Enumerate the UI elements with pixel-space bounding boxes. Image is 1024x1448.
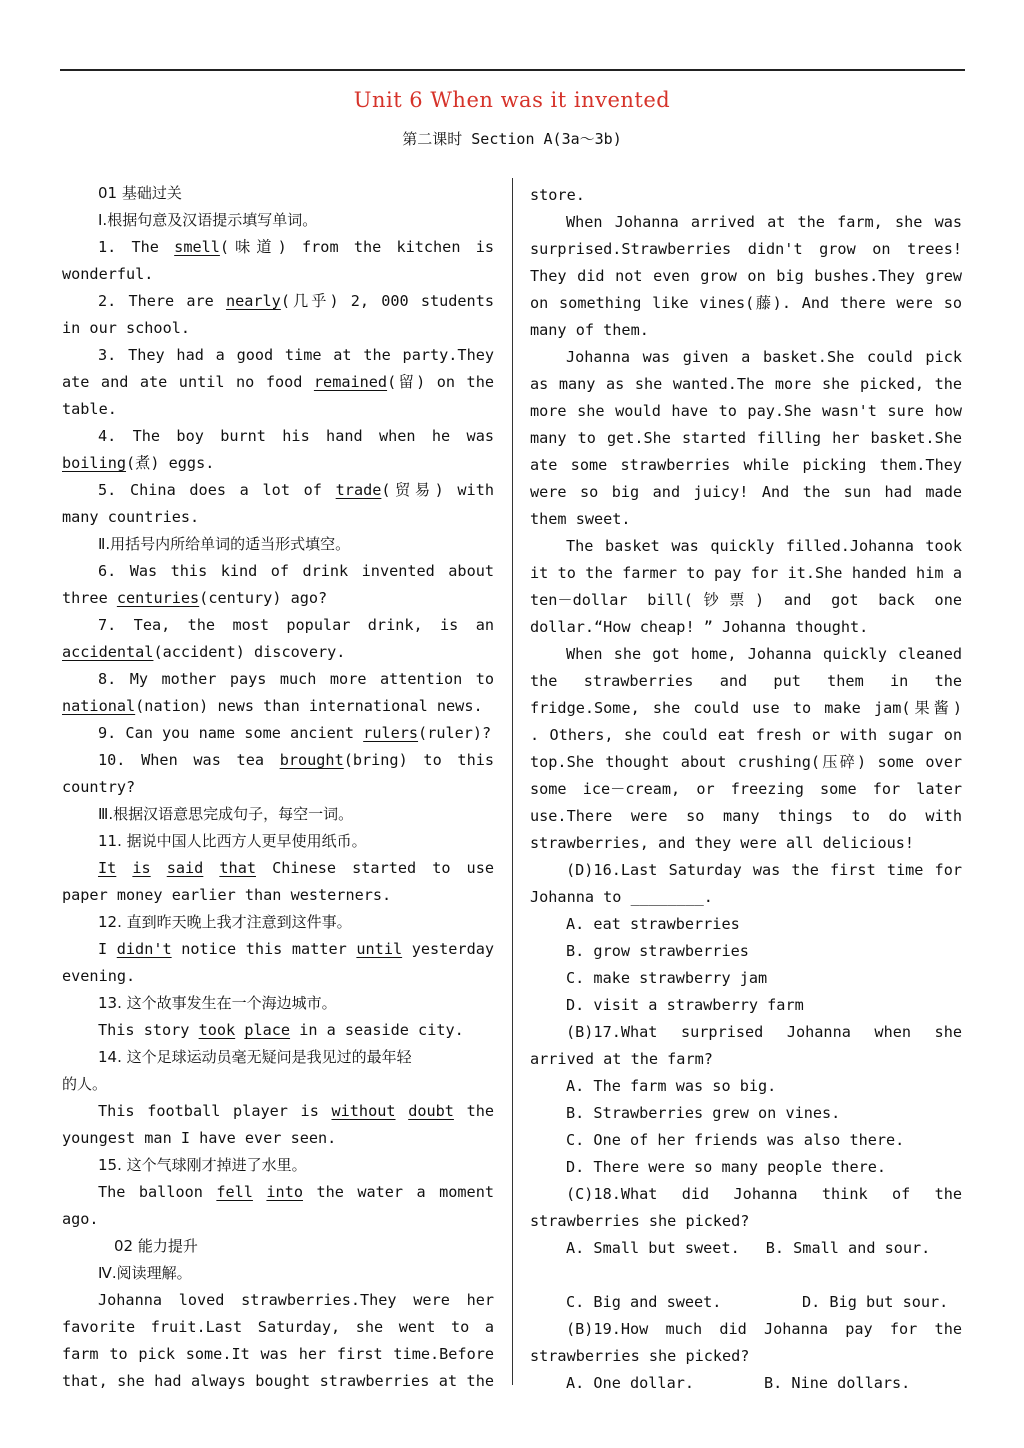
question-16: (D)16.Last Saturday was the first time for — [566, 861, 962, 879]
reading-line: ten－dollar bill(钞票) and got back one — [530, 591, 962, 609]
answer-blank: without — [331, 1102, 396, 1120]
reading-line: many of them. — [530, 321, 649, 339]
question-12-chinese: 12. 直到昨天晚上我才注意到这件事。 — [98, 913, 352, 931]
answer-blank: place — [244, 1021, 291, 1039]
question-12-answer: I didn't notice this matter until yesterday — [98, 940, 495, 958]
question-13-chinese: 13. 这个故事发生在一个海边城市。 — [98, 994, 337, 1012]
option-a: A. The farm was so big. — [566, 1077, 777, 1095]
option-b: B. Strawberries grew on vines. — [566, 1104, 841, 1122]
answer-blank: accidental — [62, 643, 154, 661]
question-3-cont: ate and ate until no food remained(留) on the — [62, 373, 494, 391]
page-title: Unit 6 When was it invented — [353, 88, 671, 112]
options-ab — [530, 1235, 962, 1262]
answer-blank: into — [266, 1183, 303, 1201]
question-10-cont: country? — [62, 778, 136, 796]
reading-line: many to get.She started filling her basket.She — [530, 429, 962, 447]
reading-line: as many as she wanted.The more she picked, the — [530, 375, 962, 393]
option-c: C. Big and sweet. — [566, 1293, 722, 1311]
reading-line: farm to pick some.It was her first time.Before — [62, 1345, 494, 1363]
answer-blank: trade — [335, 481, 382, 499]
answer-blank: smell — [174, 238, 220, 256]
reading-line: The basket was quickly filled.Johanna took — [566, 537, 962, 555]
question-14-cont: youngest man I have ever seen. — [62, 1129, 337, 1147]
question-19-cont: strawberries she picked? — [530, 1347, 750, 1365]
option-d: D. Big but sour. — [802, 1293, 949, 1311]
question-1: 1. The smell(味道) from the kitchen is — [98, 238, 494, 256]
question-19: (B)19.How much did Johanna pay for the — [566, 1320, 962, 1338]
answer-blank: rulers — [363, 724, 419, 742]
option-d: D. There were so many people there. — [566, 1158, 887, 1176]
question-11-chinese: 11. 据说中国人比西方人更早使用纸币。 — [98, 832, 367, 850]
answer-blank: national — [62, 697, 136, 715]
reading-line: fridge.Some, she could use to make jam(果酱) — [530, 699, 962, 717]
reading-line: Johanna was given a basket.She could pick — [566, 348, 962, 366]
question-5: 5. China does a lot of trade(贸易) with — [98, 481, 494, 499]
question-11-cont: paper money earlier than westerners. — [62, 886, 392, 904]
option-c: C. make strawberry jam — [566, 969, 768, 987]
reading-line: it to the farmer to pay for it.She handed him a — [530, 564, 962, 582]
reading-line: surprised.Strawberries didn't grow on trees! — [530, 240, 962, 258]
question-18-cont: strawberries she picked? — [530, 1212, 750, 1230]
answer-blank: nearly — [225, 292, 281, 310]
question-6: 6. Was this kind of drink invented about — [98, 562, 494, 580]
part-4-heading: Ⅳ.阅读理解。 — [98, 1264, 192, 1282]
question-8: 8. My mother pays much more attention to — [98, 670, 494, 688]
blank-line — [530, 1262, 962, 1289]
question-17-cont: arrived at the farm? — [530, 1050, 713, 1068]
question-2-cont: in our school. — [62, 319, 191, 337]
answer-blank: until — [356, 940, 403, 958]
question-4-cont: boiling(煮) eggs. — [62, 454, 215, 472]
question-10: 10. When was tea brought(bring) to this — [98, 751, 494, 769]
question-11-answer: It is said that Chinese started to use — [98, 859, 494, 877]
answer-blank: didn't — [116, 940, 172, 958]
option-d: D. visit a strawberry farm — [566, 996, 804, 1014]
question-1-cont: wonderful. — [62, 265, 154, 283]
question-15-cont: ago. — [62, 1210, 99, 1228]
question-15-chinese: 15. 这个气球刚才掉进了水里。 — [98, 1156, 307, 1174]
reading-line: ate some strawberries while picking them.They — [530, 456, 962, 474]
reading-line: them sweet. — [530, 510, 631, 528]
question-15-answer: The balloon fell into the water a moment — [98, 1183, 494, 1201]
reading-line: top.She thought about crushing(压碎) some over — [530, 753, 962, 771]
reading-line: the strawberries and put them in the — [530, 672, 962, 690]
answer-blank: said — [166, 859, 204, 877]
question-7: 7. Tea, the most popular drink, is an — [98, 616, 494, 634]
reading-line: more she would have to pay.She wasn't sure how — [530, 402, 962, 420]
reading-line: store. — [530, 186, 585, 204]
question-13-answer: This story took place in a seaside city. — [98, 1021, 464, 1039]
option-b: B. grow strawberries — [566, 942, 749, 960]
right-column — [530, 182, 962, 1397]
question-3: 3. They had a good time at the party.They — [98, 346, 494, 364]
part-1-heading: Ⅰ.根据句意及汉语提示填写单词。 — [98, 211, 318, 229]
answer-blank: doubt — [408, 1102, 454, 1120]
answer-blank: took — [198, 1021, 236, 1039]
header-rule — [60, 69, 965, 71]
options-cd — [530, 1289, 962, 1316]
answer-blank: boiling — [62, 454, 127, 472]
answer-blank: fell — [216, 1183, 253, 1201]
question-17: (B)17.What surprised Johanna when she — [566, 1023, 962, 1041]
option-b: B. Small and sour. — [765, 1239, 931, 1257]
question-6-cont: three centuries(century) ago? — [62, 589, 328, 607]
answer-blank: is — [132, 859, 151, 877]
option-a: A. One dollar. — [566, 1374, 695, 1392]
reading-line: . Others, she could eat fresh or with sugar on — [530, 726, 962, 744]
question-4: 4. The boy burnt his hand when he was — [98, 427, 494, 445]
column-divider — [512, 178, 513, 1385]
reading-line: They did not even grow on big bushes.They grew — [530, 267, 962, 285]
question-8-cont: national(nation) news than international news. — [62, 697, 483, 715]
part-3-heading: Ⅲ.根据汉语意思完成句子，每空一词。 — [98, 805, 354, 823]
question-16-cont: Johanna to ________. — [530, 888, 713, 906]
reading-line: that, she had always bought strawberries at the — [62, 1372, 494, 1390]
reading-line: use.There were so many things to do with — [530, 807, 962, 825]
option-b: B. Nine dollars. — [764, 1374, 911, 1392]
answer-blank: It — [98, 859, 117, 877]
options-ab — [530, 1370, 962, 1397]
question-14-answer: This football player is without doubt the — [98, 1102, 494, 1120]
reading-line: Johanna loved strawberries.They were her — [98, 1291, 494, 1309]
answer-blank: centuries — [116, 589, 200, 607]
question-14-chinese-cont: 的人。 — [62, 1075, 108, 1093]
question-18: (C)18.What did Johanna think of the — [566, 1185, 962, 1203]
reading-line: favorite fruit.Last Saturday, she went to a — [62, 1318, 494, 1336]
question-12-cont: evening. — [62, 967, 136, 985]
reading-line: strawberries, and they were all delicious! — [530, 834, 915, 852]
answer-blank: remained — [313, 373, 388, 391]
question-2: 2. There are nearly(几乎) 2, 000 students — [98, 292, 494, 310]
option-c: C. One of her friends was also there. — [566, 1131, 905, 1149]
reading-line: on something like vines(藤). And there were so — [530, 294, 962, 312]
question-14-chinese: 14. 这个足球运动员毫无疑问是我见过的最年轻 — [98, 1048, 412, 1066]
option-a: A. Small but sweet. — [566, 1239, 740, 1257]
reading-line: dollar.“How cheap! ” Johanna thought. — [530, 618, 869, 636]
page-subtitle: 第二课时 Section A(3a～3b) — [402, 130, 622, 148]
question-3-end: table. — [62, 400, 117, 418]
section-heading-02: 02 能力提升 — [114, 1237, 198, 1255]
option-a: A. eat strawberries — [566, 915, 740, 933]
question-5-cont: many countries. — [62, 508, 200, 526]
reading-line: were so big and juicy! And the sun had made — [530, 483, 962, 501]
part-2-heading: Ⅱ.用括号内所给单词的适当形式填空。 — [98, 535, 351, 553]
reading-line: When Johanna arrived at the farm, she was — [566, 213, 962, 231]
section-heading-01: 01 基础过关 — [98, 184, 182, 202]
left-column — [62, 180, 494, 1395]
answer-blank: brought — [279, 751, 344, 769]
reading-line: When she got home, Johanna quickly cleaned — [566, 645, 962, 663]
question-7-cont: accidental(accident) discovery. — [62, 643, 346, 661]
question-9: 9. Can you name some ancient rulers(ruler)? — [98, 724, 492, 742]
reading-line: some ice－cream, or freezing some for later — [530, 780, 962, 798]
answer-blank: that — [219, 859, 256, 877]
